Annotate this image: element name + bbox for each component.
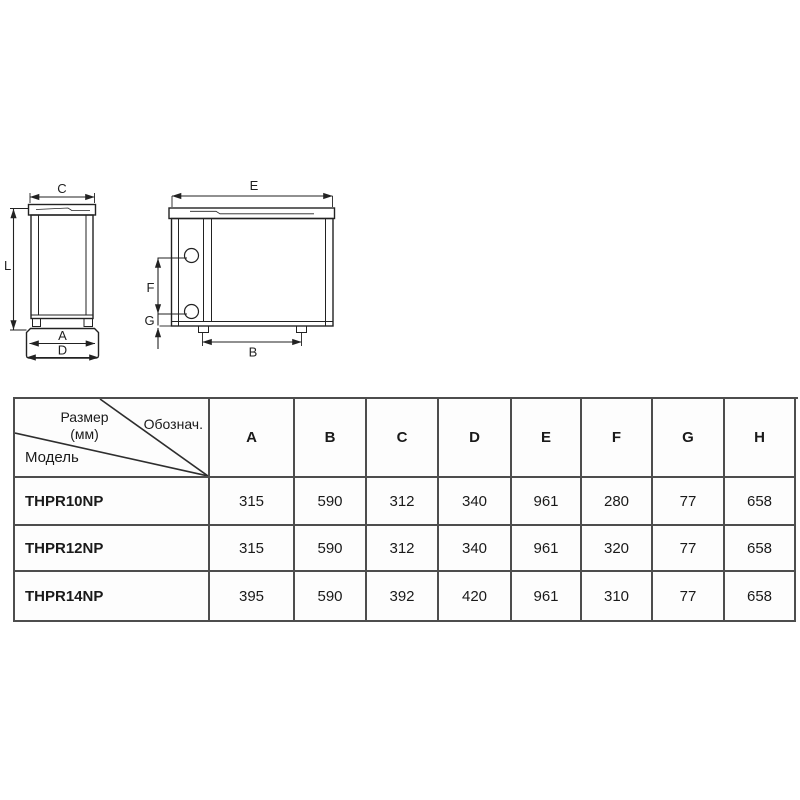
value-cell: 280 (582, 478, 653, 526)
pipe-connector-lower (185, 305, 199, 319)
model-cell: THPR10NP (15, 478, 210, 526)
column-header-b: B (295, 399, 367, 478)
value-cell: 312 (367, 478, 439, 526)
value-cell: 340 (439, 478, 512, 526)
dim-label-l: L (4, 258, 12, 273)
dim-label-e: E (249, 178, 259, 193)
column-header-h: H (725, 399, 796, 478)
value-cell: 658 (725, 478, 796, 526)
corner-designation-label: Обознач. (143, 416, 203, 432)
value-cell: 395 (210, 572, 295, 622)
value-cell: 961 (512, 478, 582, 526)
side-cap-seam (36, 208, 90, 211)
side-body (31, 215, 93, 319)
side-view-drawing (10, 193, 99, 358)
value-cell: 77 (653, 572, 725, 622)
value-cell: 961 (512, 572, 582, 622)
front-foot-left (199, 326, 209, 333)
column-header-c: C (367, 399, 439, 478)
value-cell: 77 (653, 478, 725, 526)
value-cell: 658 (725, 526, 796, 572)
dimension-diagram (0, 175, 380, 380)
dimensions-table (13, 397, 798, 622)
model-cell: THPR14NP (15, 572, 210, 622)
corner-size-unit: (мм) (70, 426, 99, 442)
column-header-d: D (439, 399, 512, 478)
front-cap-seam (190, 211, 314, 214)
value-cell: 320 (582, 526, 653, 572)
value-cell: 420 (439, 572, 512, 622)
front-view-drawing (158, 196, 335, 349)
value-cell: 312 (367, 526, 439, 572)
value-cell: 590 (295, 572, 367, 622)
value-cell: 590 (295, 478, 367, 526)
dim-label-c: C (57, 181, 67, 196)
front-foot-right (297, 326, 307, 333)
value-cell: 590 (295, 526, 367, 572)
value-cell: 315 (210, 526, 295, 572)
dim-label-a: A (58, 328, 67, 343)
value-cell: 961 (512, 526, 582, 572)
value-cell: 315 (210, 478, 295, 526)
front-top-cap (169, 208, 335, 219)
pipe-connector-upper (185, 249, 199, 263)
corner-model-label: Модель (25, 449, 79, 466)
corner-size-label: Размер (60, 409, 109, 425)
value-cell: 340 (439, 526, 512, 572)
model-cell: THPR12NP (15, 526, 210, 572)
dim-label-g: G (144, 313, 155, 328)
value-cell: 310 (582, 572, 653, 622)
front-body (172, 219, 334, 327)
side-foot-right (84, 319, 93, 327)
column-header-e: E (512, 399, 582, 478)
column-header-f: F (582, 399, 653, 478)
dim-label-f: F (146, 280, 155, 295)
side-foot-left (33, 319, 41, 327)
column-header-a: A (210, 399, 295, 478)
column-header-g: G (653, 399, 725, 478)
value-cell: 392 (367, 572, 439, 622)
value-cell: 658 (725, 572, 796, 622)
value-cell: 77 (653, 526, 725, 572)
dim-label-d: D (57, 342, 68, 358)
dim-label-b: B (248, 344, 258, 360)
table-corner-cell (15, 399, 210, 478)
